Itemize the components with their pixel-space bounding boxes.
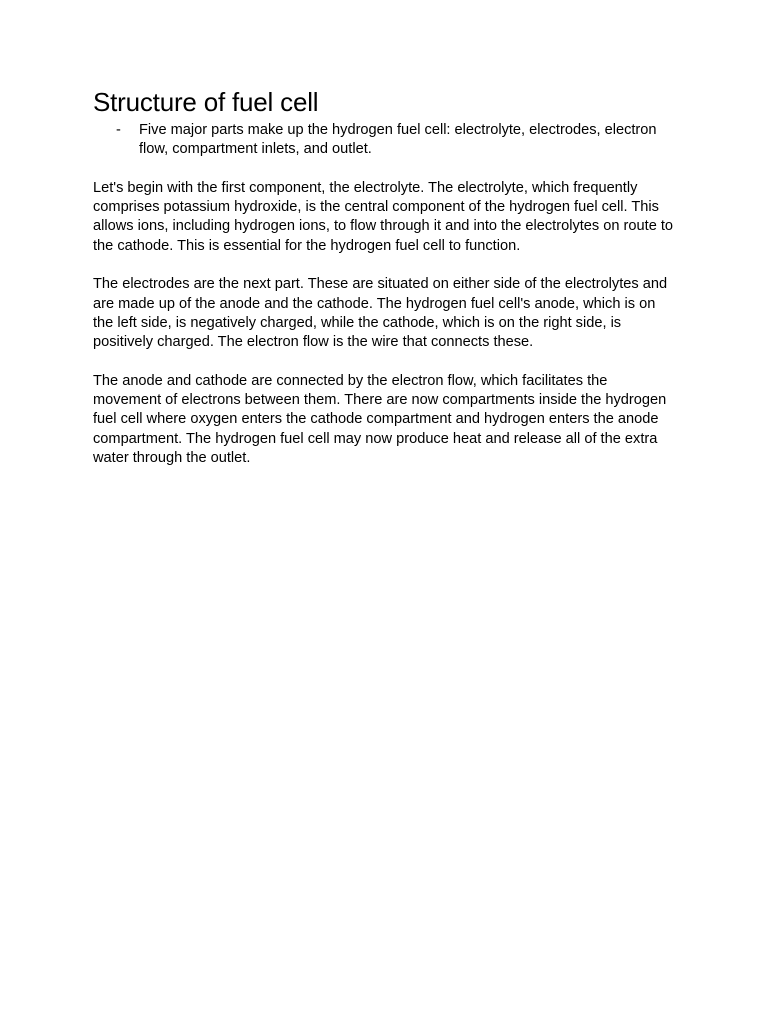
paragraph-electrolyte: Let's begin with the first component, the electrolyte. The electrolyte, which frequently comprises potassium hydroxide, is the central component of the hydrogen fuel cell. This allows ions, including hydrogen ions, to flow through it and into the electrolytes on route to the cathode. This is essential for the hydrogen fuel cell to function. (93, 179, 674, 254)
bullet-item (93, 121, 678, 160)
bullet-text: Five major parts make up the hydrogen fuel cell: electrolyte, electrodes, electron flow, compartment inlets, and outlet. (139, 122, 657, 158)
document-title: Structure of fuel cell (93, 87, 319, 117)
bullet-list (93, 121, 678, 160)
bullet-dash: - (116, 122, 121, 138)
paragraph-electrodes: The electrodes are the next part. These are situated on either side of the electrolytes and are made up of the anode and the cathode. The hydrogen fuel cell's anode, which is on the left side, is negatively charged, while the cathode, which is on the right side, is positively charged. The electron flow is the wire that connects these. (93, 276, 668, 351)
document-body (93, 86, 678, 468)
paragraph-electron-flow: The anode and cathode are connected by the electron flow, which facilitates the movement of electrons between them. There are now compartments inside the hydrogen fuel cell where oxygen enters the cathode compartment and hydrogen enters the anode compartment. The hydrogen fuel cell may now produce heat and release all of the extra water through the outlet. (93, 372, 667, 467)
